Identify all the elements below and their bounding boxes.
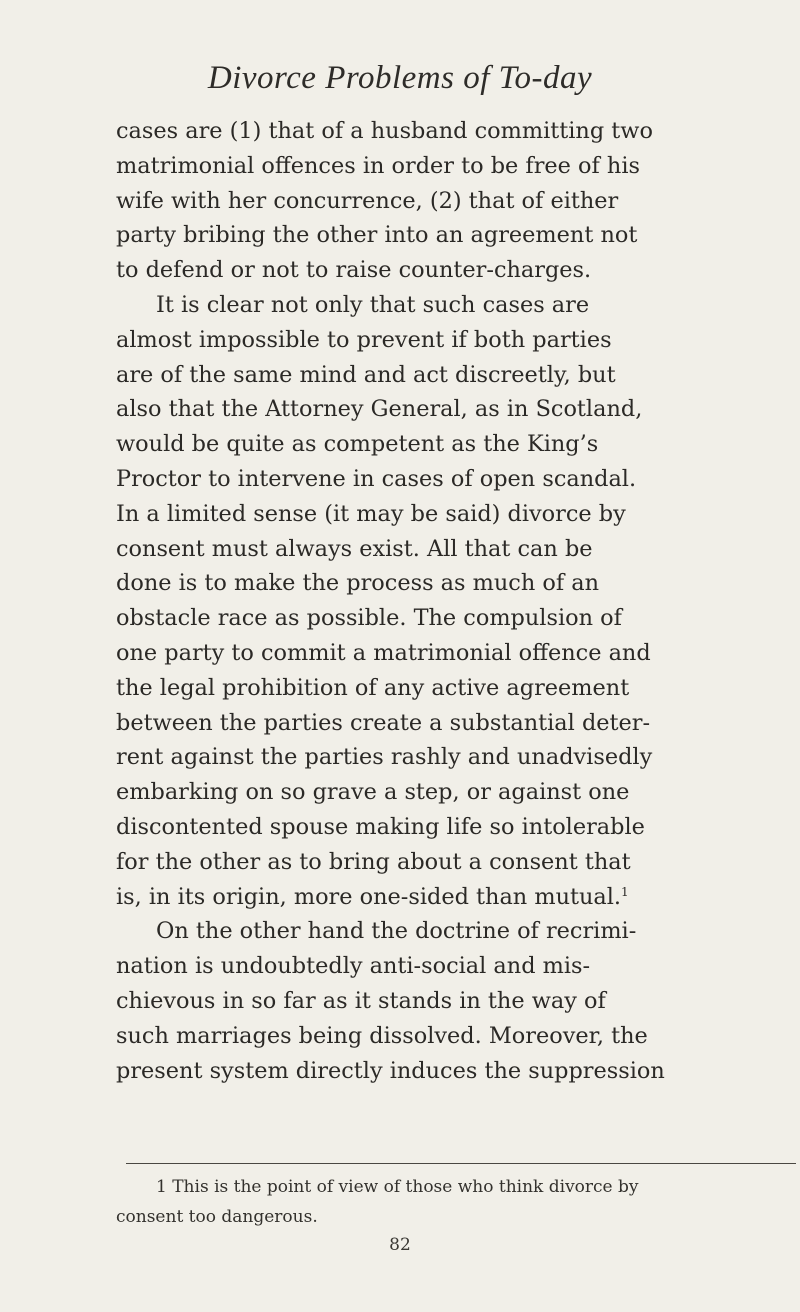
text-line: almost impossible to prevent if both parties bbox=[116, 326, 612, 353]
text-line: Proctor to intervene in cases of open scandal. bbox=[116, 465, 637, 492]
footnote-rule bbox=[126, 1163, 796, 1164]
text-line: obstacle race as possible. The compulsion of bbox=[116, 605, 622, 632]
text-line: present system directly induces the suppression bbox=[116, 1057, 665, 1084]
text-line: the legal prohibition of any active agreement bbox=[116, 674, 630, 701]
text-line: for the other as to bring about a consent that bbox=[116, 848, 631, 875]
text-line: consent must always exist. All that can be bbox=[116, 535, 593, 562]
text-line: embarking on so grave a step, or against one bbox=[116, 779, 630, 806]
footnote bbox=[116, 1172, 796, 1232]
text-line: In a limited sense (it may be said) divorce by bbox=[116, 500, 626, 527]
text-line-with-footnote bbox=[116, 880, 796, 915]
text-line: wife with her concurrence, (2) that of either bbox=[116, 187, 619, 214]
text-line: cases are (1) that of a husband committing two bbox=[116, 118, 653, 144]
text-line: discontented spouse making life so intolerable bbox=[116, 813, 645, 840]
text-line: would be quite as competent as the King’s bbox=[116, 431, 599, 458]
text-line: It is clear not only that such cases are bbox=[156, 291, 590, 318]
text-line: done is to make the process as much of an bbox=[116, 570, 600, 597]
footnote-reference[interactable]: 1 bbox=[621, 884, 629, 899]
running-head: Divorce Problems of To-day bbox=[207, 60, 593, 96]
text-line: party bribing the other into an agreement not bbox=[116, 222, 638, 249]
text-line: are of the same mind and act discreetly, but bbox=[116, 361, 616, 388]
text-line: is, in its origin, more one-sided than mutual. bbox=[116, 883, 622, 910]
text-line: rent against the parties rashly and unadvisedly bbox=[116, 744, 653, 771]
text-line: such marriages being dissolved. Moreover, the bbox=[116, 1022, 648, 1049]
text-line: chievous in so far as it stands in the way of bbox=[116, 987, 606, 1014]
text-line: matrimonial offences in order to be free of his bbox=[116, 152, 640, 179]
page-number: 82 bbox=[389, 1235, 411, 1255]
text-line: also that the Attorney General, as in Scotland, bbox=[116, 396, 643, 423]
text-line: one party to commit a matrimonial offence and bbox=[116, 639, 651, 666]
text-line: nation is undoubtedly anti-social and mis- bbox=[116, 953, 591, 980]
footnote-line: consent too dangerous. bbox=[116, 1207, 318, 1227]
footnote-line: 1 This is the point of view of those who think divorce by bbox=[156, 1177, 639, 1197]
text-line: to defend or not to raise counter-charges. bbox=[116, 257, 592, 284]
body-text bbox=[116, 114, 796, 1088]
text-line: between the parties create a substantial deter- bbox=[116, 709, 651, 736]
text-line: On the other hand the doctrine of recrimi- bbox=[156, 918, 637, 945]
